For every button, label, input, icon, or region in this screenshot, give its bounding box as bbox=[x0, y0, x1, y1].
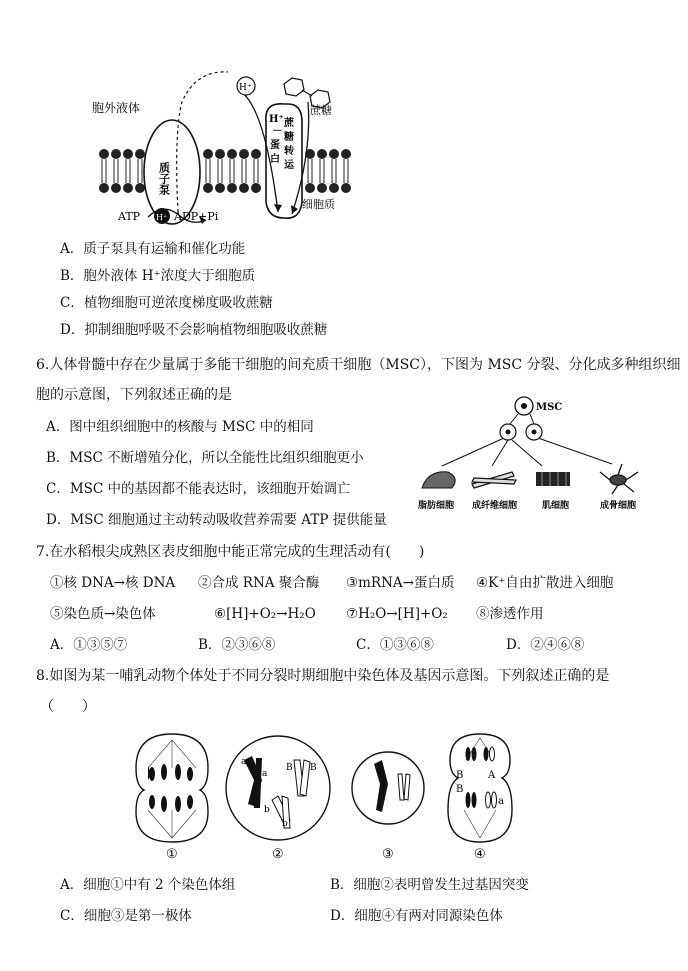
svg-text:转: 转 bbox=[284, 146, 294, 157]
cell-3 bbox=[352, 752, 424, 824]
q6-option-a[interactable]: A．图中组织细胞中的核酸与 MSC 中的相同 bbox=[46, 419, 314, 435]
fibroblast-label: 成纤维细胞 bbox=[472, 501, 518, 511]
q7-item-4: ④K⁺自由扩散进入细胞 bbox=[476, 575, 614, 591]
proton-pump-label: 质子泵 bbox=[157, 162, 171, 195]
gene-label-4-4: a bbox=[498, 796, 504, 807]
q6-option-b[interactable]: B．MSC 不断增殖分化，所以全能性比组织细胞更小 bbox=[46, 450, 364, 466]
cell-division-figure bbox=[126, 730, 516, 862]
adp-label: ADP+Pi bbox=[174, 210, 219, 223]
h-plus-top-label: H⁺ bbox=[239, 83, 252, 93]
cell-1 bbox=[136, 734, 208, 842]
gene-label-4-3: B bbox=[456, 784, 464, 795]
phospholipid-heads-top bbox=[99, 149, 351, 159]
q7-item-8: ⑧渗透作用 bbox=[476, 606, 544, 622]
q7-option-d[interactable]: D．②④⑥⑧ bbox=[506, 637, 585, 653]
gene-label-2-5: b bbox=[264, 805, 270, 815]
gene-label-2-3: B bbox=[286, 763, 293, 773]
q5-option-b[interactable]: B．胞外液体 H⁺浓度大于细胞质 bbox=[60, 268, 256, 284]
svg-text:白: 白 bbox=[270, 154, 280, 165]
membrane-transport-figure bbox=[88, 62, 368, 234]
cytoplasm-label: 细胞质 bbox=[302, 198, 335, 211]
q8-option-c[interactable]: C．细胞③是第一极体 bbox=[60, 908, 192, 924]
muscle-cell-icon bbox=[536, 472, 570, 486]
q6-stem-line2: 胞的示意图，下列叙述正确的是 bbox=[36, 387, 232, 403]
q7-item-5: ⑤染色质→染色体 bbox=[50, 606, 156, 622]
q5-option-d[interactable]: D．抑制细胞呼吸不会影响植物细胞吸收蔗糖 bbox=[60, 322, 328, 338]
q7-item-7: ⑦H₂O→[H]+O₂ bbox=[346, 606, 448, 622]
phospholipid-tails bbox=[102, 159, 348, 183]
q7-item-2: ②合成 RNA 聚合酶 bbox=[198, 575, 320, 591]
svg-text:H⁺: H⁺ bbox=[269, 114, 284, 125]
svg-text:蛋: 蛋 bbox=[270, 140, 280, 151]
cell-number-2: ② bbox=[272, 847, 284, 862]
q8-option-d[interactable]: D．细胞④有两对同源染色体 bbox=[330, 908, 503, 924]
cell-number-3: ③ bbox=[382, 847, 394, 862]
gene-label-2-2: a bbox=[262, 769, 268, 779]
cell-number-4: ④ bbox=[474, 847, 486, 862]
outside-fluid-label: 胞外液体 bbox=[92, 101, 141, 115]
q8-option-b[interactable]: B．细胞②表明曾发生过基因突变 bbox=[330, 877, 529, 893]
q8-stem-line2: （ ） bbox=[40, 699, 96, 715]
cell-2 bbox=[226, 736, 330, 840]
q8-stem-line1: 8.如图为某一哺乳动物个体处于不同分裂时期细胞中染色体及基因示意图。下列叙述正确的是 bbox=[36, 668, 610, 684]
q8-option-a[interactable]: A．细胞①中有 2 个染色体组 bbox=[60, 877, 236, 893]
gene-label-4-1: B bbox=[456, 770, 464, 781]
muscle-cell-label: 肌细胞 bbox=[542, 501, 570, 511]
svg-text:蔗: 蔗 bbox=[284, 118, 294, 129]
q7-item-1: ①核 DNA→核 DNA bbox=[50, 575, 176, 591]
proton-pump-shape bbox=[144, 120, 200, 224]
q5-option-c[interactable]: C．植物细胞可逆浓度梯度吸收蔗糖 bbox=[60, 295, 273, 311]
svg-text:糖: 糖 bbox=[284, 132, 294, 143]
fat-cell-label: 脂肪细胞 bbox=[418, 501, 455, 511]
cell-division-svg bbox=[126, 730, 516, 862]
membrane-transport-svg bbox=[88, 62, 368, 234]
q6-option-c[interactable]: C．MSC 中的基因都不能表达时，该细胞开始调亡 bbox=[46, 481, 351, 497]
q7-option-c[interactable]: C．①③⑥⑧ bbox=[356, 637, 434, 653]
sucrose-label: 蔗糖 bbox=[310, 104, 332, 117]
q7-option-a[interactable]: A．①③⑤⑦ bbox=[50, 637, 128, 653]
cell-4 bbox=[448, 734, 512, 842]
gene-label-2-1: a bbox=[241, 757, 247, 767]
atp-label: ATP bbox=[118, 210, 141, 223]
fat-cell-icon bbox=[422, 472, 455, 488]
osteocyte-icon bbox=[600, 464, 638, 494]
q5-option-a[interactable]: A．质子泵具有运输和催化功能 bbox=[60, 241, 246, 257]
msc-label: MSC bbox=[536, 402, 563, 413]
fibroblast-icon bbox=[472, 472, 516, 488]
gene-label-2-4: B bbox=[310, 763, 317, 773]
osteocyte-label: 成骨细胞 bbox=[600, 501, 637, 511]
msc-differentiation-figure bbox=[412, 394, 662, 516]
q7-option-b[interactable]: B．②③⑥⑧ bbox=[198, 637, 276, 653]
q7-item-6: ⑥[H]+O₂→H₂O bbox=[214, 606, 316, 622]
q6-stem-line1: 6.人体骨髓中存在少量属于多能干细胞的间充质干细胞（MSC），下图为 MSC 分裂、分化成多种组织细 bbox=[36, 357, 681, 373]
svg-text:－: － bbox=[272, 126, 282, 137]
svg-text:运: 运 bbox=[284, 160, 294, 171]
gene-label-4-2: A bbox=[488, 770, 496, 781]
h-plus-bottom-label: H⁺ bbox=[156, 213, 168, 222]
q7-stem: 7.在水稻根尖成熟区表皮细胞中能正常完成的生理活动有( ) bbox=[36, 544, 425, 560]
phospholipid-heads-bottom bbox=[99, 183, 351, 193]
msc-svg bbox=[412, 394, 662, 516]
gene-label-2-6: b bbox=[282, 819, 288, 829]
q6-option-d[interactable]: D．MSC 细胞通过主动转动吸收营养需要 ATP 提供能量 bbox=[46, 512, 387, 528]
cell-number-1: ① bbox=[166, 847, 178, 862]
q7-item-3: ③mRNA→蛋白质 bbox=[346, 575, 455, 591]
